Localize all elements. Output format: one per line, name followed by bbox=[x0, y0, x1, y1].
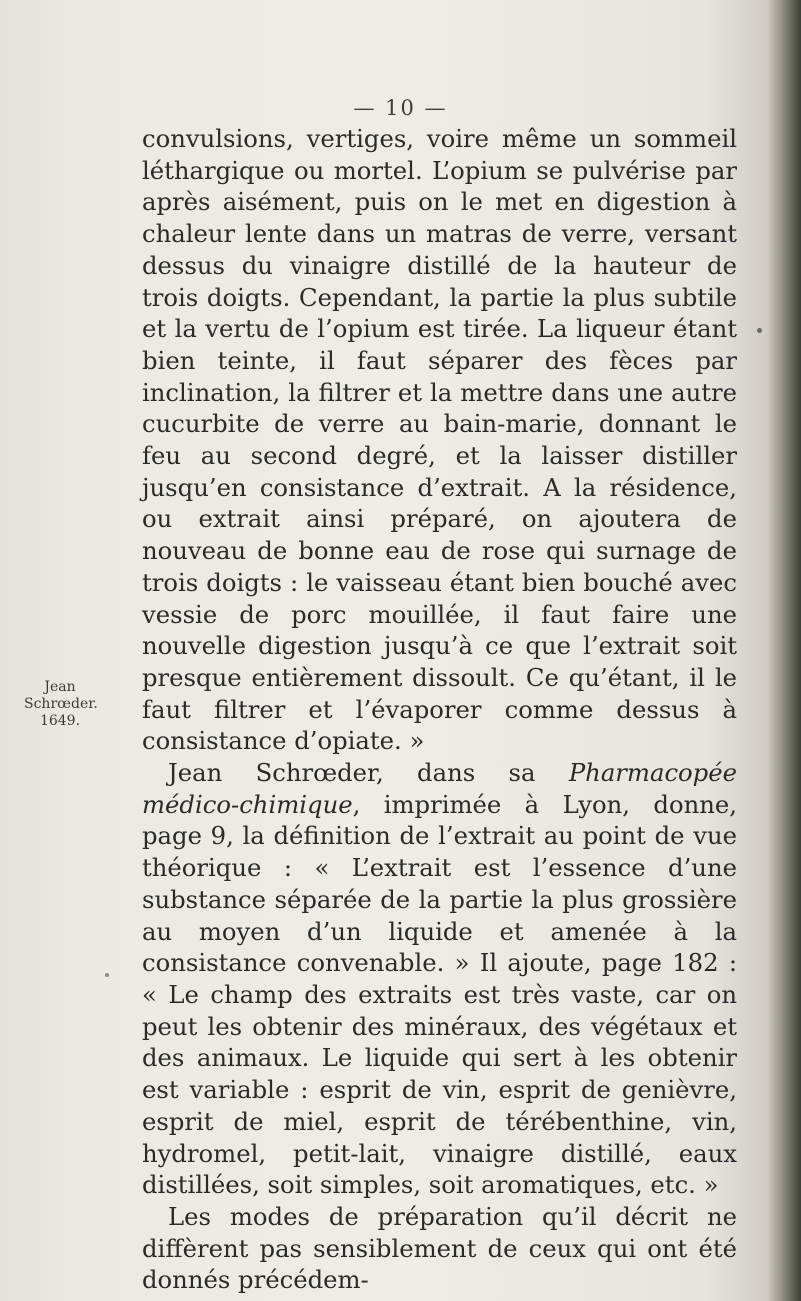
paragraph: convulsions, vertiges, voire même un sommeil léthargique ou mortel. L’opium se pulvérise par après aisément, puis on le met en digestion à chaleur lente dans un matras de verre, versant dessus du vinaigre distillé de la hauteur de trois doigts. Cependant, la partie la plus subtile et la vertu de l’opium est tirée. La liqueur étant bien teinte, il faut séparer des fèces par inclination, la filtrer et la mettre dans une autre cucurbite de verre au bain-marie, donnant le feu au second degré, et la laisser distiller jusqu’en consistance d’extrait. A la résidence, ou extrait ainsi préparé, on ajoutera de nouveau de bonne eau de rose qui surnage de trois doigts : le vaisseau étant bien bouché avec vessie de porc mouillée, il faut faire une nouvelle digestion jusqu’à ce que l’extrait soit presque entièrement dissoult. Ce qu’étant, il le faut filtrer et l’évaporer comme dessus à consistance d’opiate. » bbox=[142, 124, 737, 756]
margin-note-line: Schrœder. bbox=[24, 696, 98, 712]
page-edge-shadow bbox=[767, 0, 801, 1301]
paragraph: Les modes de préparation qu’il décrit ne diffèrent pas sensiblement de ceux qui ont été donnés précédem- bbox=[142, 1201, 737, 1295]
page-number: — 10 — bbox=[353, 96, 448, 120]
margin-note bbox=[24, 679, 96, 730]
margin-note-line: 1649. bbox=[39, 713, 81, 729]
paragraph-text: , imprimée à Lyon, donne, page 9, la définition de l’extrait au point de vue théorique : « L’extrait est l’essence d’une substance séparée de la partie la plus grossière au moyen d’un liquide et amenée à la consistance convenable. » Il ajoute, page 182 : « Le champ des extraits est très vaste, car on peut les obtenir des minéraux, des végétaux et des animaux. Le liquide qui sert à les obtenir est variable : esprit de vin, esprit de genièvre, esprit de miel, esprit de térébenthine, vin, hydromel, petit-lait, vinaigre distillé, eaux distillées, soit simples, soit aromatiques, etc. » bbox=[142, 789, 737, 1200]
ink-speck bbox=[105, 973, 109, 977]
margin-note-line: Jean bbox=[44, 679, 76, 695]
ink-speck bbox=[757, 328, 762, 333]
paragraph-text: Jean Schrœder, dans sa bbox=[168, 758, 569, 788]
book-title: Pharmacopée médico-chimique bbox=[142, 758, 737, 819]
paragraph bbox=[142, 757, 737, 1201]
body-text bbox=[142, 123, 737, 1296]
